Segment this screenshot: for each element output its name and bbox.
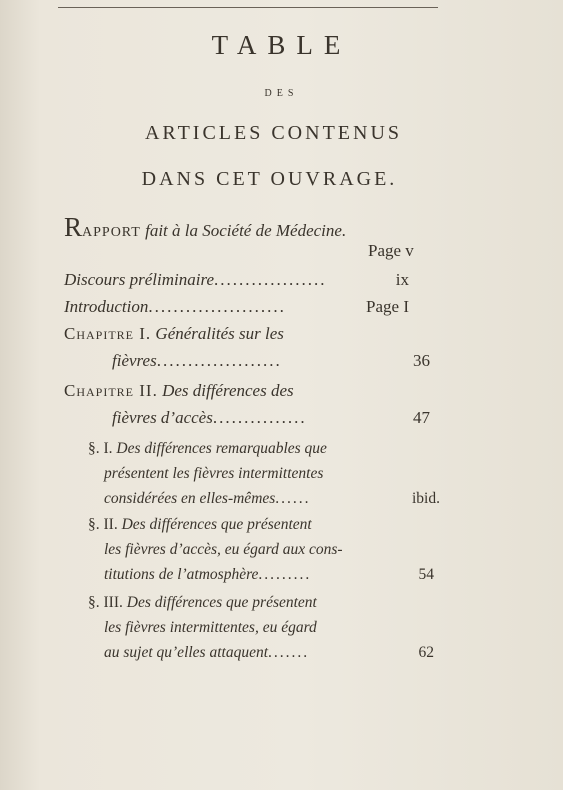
s3-text3: au sujet qu’elles attaquent xyxy=(104,644,269,661)
chapitre2-text2: fièvres d’accès xyxy=(112,408,213,427)
discours-page: ix xyxy=(395,270,409,289)
toc-entry-section-3 xyxy=(88,594,317,612)
top-rule xyxy=(58,7,438,8)
toc-page-rapport: Page v xyxy=(368,241,414,260)
s3-label: §. III. xyxy=(88,594,123,611)
s3-text: Des différences que présentent xyxy=(122,594,317,611)
s1-text: Des différences remarquables que xyxy=(112,440,327,457)
chapitre1-text2: fièvres xyxy=(112,351,157,370)
s3-page: 62 xyxy=(418,644,434,661)
s1-text2: présentent les fièvres intermittentes xyxy=(104,465,324,482)
toc-entry-chapitre-1-line2 xyxy=(112,351,430,371)
toc-entry-discours xyxy=(64,270,409,290)
toc-entry-rapport xyxy=(64,212,346,243)
subtitle-des: DES xyxy=(264,88,299,99)
chapitre2-page: 47 xyxy=(413,408,430,427)
toc-entry-section-1-line3 xyxy=(104,490,440,508)
chapitre1-dots: .................... xyxy=(156,351,282,370)
chapitre2-label: Chapitre II. xyxy=(64,381,158,400)
toc-entry-section-3-line3 xyxy=(104,644,434,662)
toc-entry-section-2-line3 xyxy=(104,566,434,584)
rapport-initial: R xyxy=(64,212,83,242)
rapport-smallcaps: APPORT xyxy=(82,225,141,240)
discours-dots: .................. xyxy=(214,270,327,289)
s2-text2: les fièvres d’accès, eu égard aux cons- xyxy=(104,541,343,558)
s1-dots: ...... xyxy=(275,490,311,507)
chapitre1-label: Chapitre I. xyxy=(64,324,152,343)
subtitle-dans: DANS CET OUVRAGE. xyxy=(141,168,398,190)
chapitre1-page: 36 xyxy=(413,351,430,370)
introduction-dots: ...................... xyxy=(148,297,286,316)
toc-entry-chapitre-2-line2 xyxy=(112,408,430,428)
toc-entry-chapitre-1 xyxy=(64,324,284,344)
toc-entry-introduction xyxy=(64,297,409,317)
discours-text: Discours préliminaire xyxy=(64,270,215,289)
subtitle-articles: ARTICLES CONTENUS xyxy=(144,122,403,144)
chapitre1-text: Généralités sur les xyxy=(151,324,284,343)
page-title: TABLE xyxy=(211,30,352,60)
s2-text3: titutions de l’atmosphère xyxy=(104,566,259,583)
introduction-text: Introduction xyxy=(64,297,149,316)
s1-text3: considérées en elles-mêmes xyxy=(104,490,276,507)
s2-page: 54 xyxy=(418,566,434,583)
rapport-text: fait à la Société de Médecine. xyxy=(140,221,347,240)
toc-entry-section-2 xyxy=(88,516,312,534)
toc-entry-section-1 xyxy=(88,440,327,458)
chapitre2-dots: ............... xyxy=(212,408,307,427)
toc-entry-chapitre-2 xyxy=(64,381,294,401)
s1-label: §. I. xyxy=(88,440,113,457)
s3-text2: les fièvres intermittentes, eu égard xyxy=(104,619,317,636)
s2-text: Des différences que présentent xyxy=(117,516,312,533)
s2-dots: ......... xyxy=(258,566,312,583)
s3-dots: ....... xyxy=(268,644,310,661)
chapitre2-text: Des différences des xyxy=(157,381,294,400)
introduction-page: Page I xyxy=(366,297,409,316)
s2-label: §. II. xyxy=(88,516,118,533)
s1-page: ibid. xyxy=(412,490,440,507)
